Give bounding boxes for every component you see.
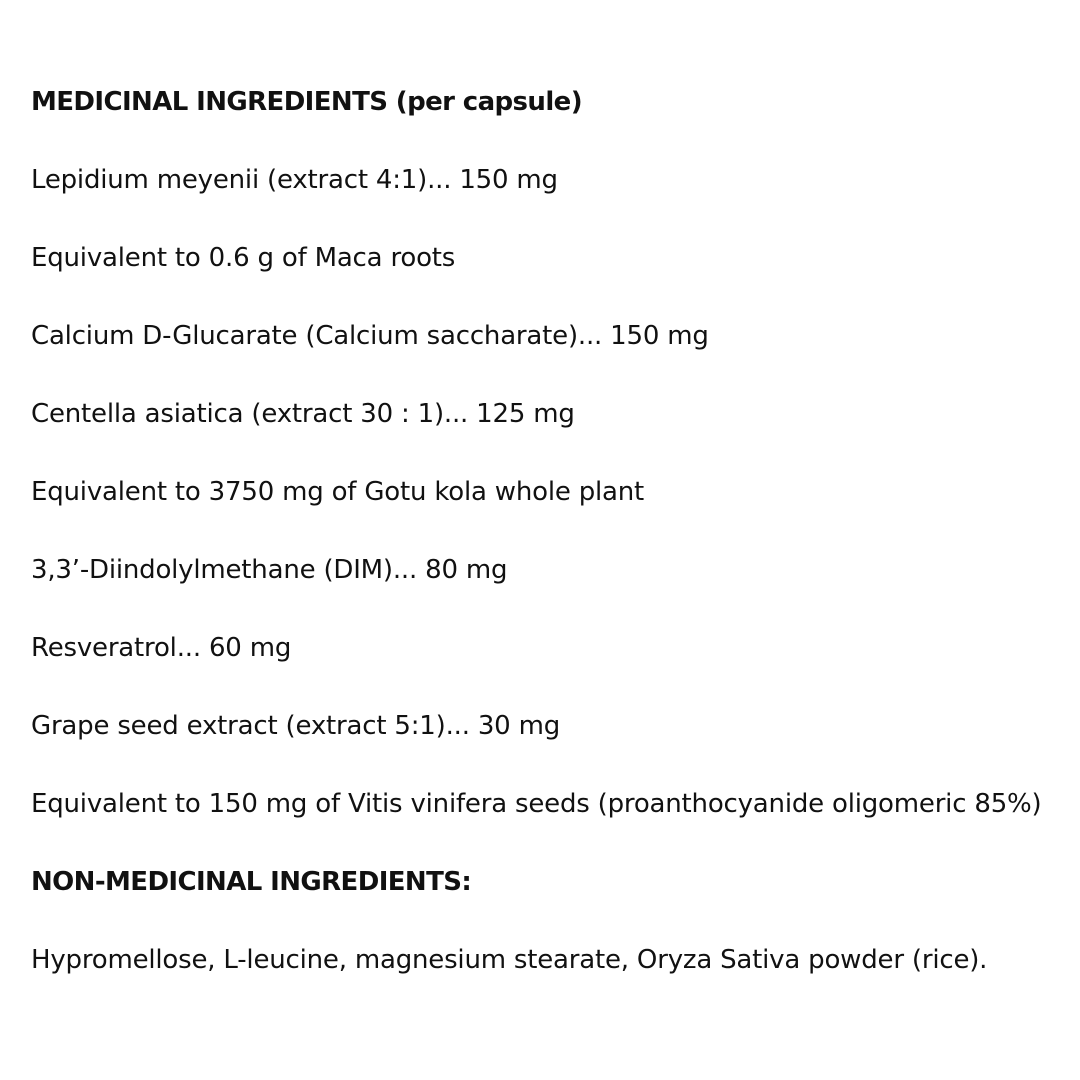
ingredient-line: Equivalent to 3750 mg of Gotu kola whole plant xyxy=(31,477,645,507)
non-medicinal-ingredients-heading: NON-MEDICINAL INGREDIENTS: xyxy=(31,867,472,897)
ingredient-line: Resveratrol... 60 mg xyxy=(31,633,292,663)
ingredient-line: Lepidium meyenii (extract 4:1)... 150 mg xyxy=(31,165,558,195)
ingredient-line: Calcium D-Glucarate (Calcium saccharate)... 150 mg xyxy=(31,321,709,351)
ingredient-line: Grape seed extract (extract 5:1)... 30 mg xyxy=(31,711,561,741)
ingredient-line: Equivalent to 150 mg of Vitis vinifera seeds (proanthocyanide oligomeric 85%) xyxy=(31,789,1042,819)
medicinal-ingredients-heading: MEDICINAL INGREDIENTS (per capsule) xyxy=(31,87,582,117)
ingredient-line: Equivalent to 0.6 g of Maca roots xyxy=(31,243,456,273)
ingredient-line: 3,3’-Diindolylmethane (DIM)... 80 mg xyxy=(31,555,508,585)
non-medicinal-ingredients-text: Hypromellose, L-leucine, magnesium stearate, Oryza Sativa powder (rice). xyxy=(31,945,988,975)
ingredient-line: Centella asiatica (extract 30 : 1)... 125 mg xyxy=(31,399,575,429)
